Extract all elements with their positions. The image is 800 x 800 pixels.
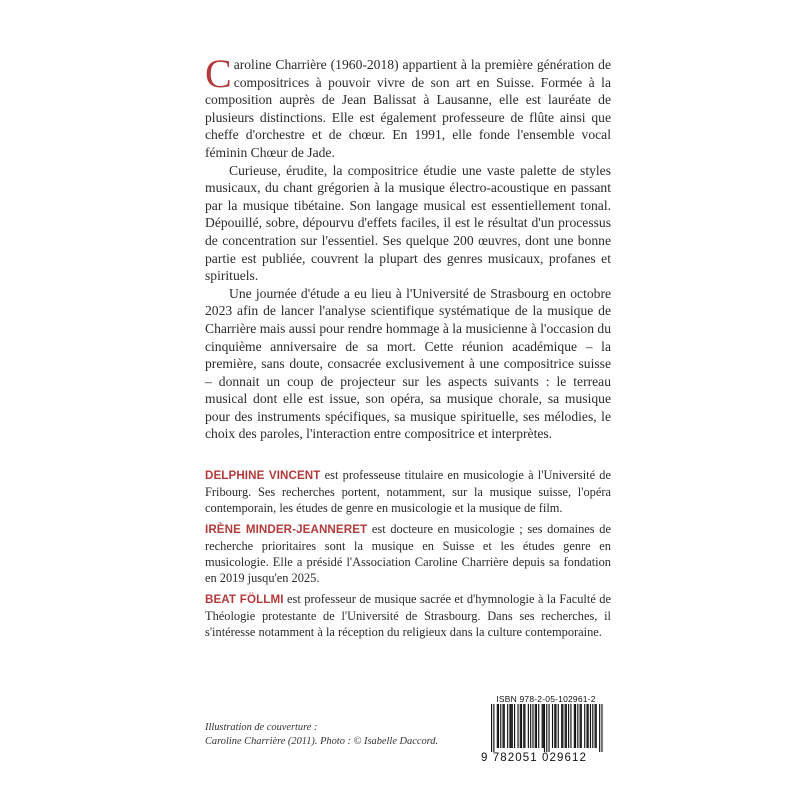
author-bio-3 — [205, 591, 611, 640]
summary-paragraph-1-text: aroline Charrière (1960-2018) appartient à la première génération de compositrices à pouvoir vivre de son art en Suisse. Formée à la composition auprès de Jean Balissat à Lausanne, elle est lauréate de plusieurs distinctions. Elle est également professeure de flûte ainsi que cheffe d'orchestre et de chœur. En 1991, elle fonde l'ensemble vocal féminin Chœur de Jade. — [205, 57, 611, 160]
barcode-bar — [532, 704, 533, 748]
barcode-bar — [552, 704, 553, 748]
barcode-bar — [520, 704, 521, 748]
author-bio-text: est professeur de musique sacrée et d'hymnologie à la Faculté de Théologie protestante de l'Université de Strasbourg. Dans ses recherches, il s'intéresse notamment à la réception du religieux dans la culture contemporaine. — [205, 592, 611, 639]
barcode-bar — [509, 704, 510, 748]
barcode-bar — [535, 704, 536, 748]
barcode-bar — [503, 704, 504, 748]
barcode-bar — [565, 704, 566, 748]
barcode-bar — [584, 704, 585, 748]
isbn-number: ISBN 978-2-05-102961-2 — [496, 694, 596, 704]
barcode-bar — [528, 704, 529, 748]
barcode-bar — [524, 704, 525, 748]
credit-line-1: Illustration de couverture : — [205, 722, 318, 733]
barcode-bar — [554, 704, 555, 748]
barcode-bar — [546, 704, 547, 752]
barcode-bar — [497, 704, 498, 748]
barcode-icon — [481, 704, 611, 752]
barcode-bar — [523, 704, 524, 748]
barcode-bar — [599, 704, 600, 752]
barcode-bar — [504, 704, 505, 748]
isbn-barcode — [481, 694, 611, 766]
barcode-bar — [588, 704, 589, 748]
barcode-bar — [581, 704, 582, 748]
barcode-bar — [491, 704, 492, 752]
barcode-bar — [500, 704, 501, 748]
barcode-bar — [568, 704, 569, 748]
barcode-bar — [507, 704, 508, 748]
barcode-bar — [590, 704, 591, 748]
credit-line-2 — [205, 735, 465, 749]
credit-photo: Photo : © Isabelle Daccord. — [317, 736, 439, 747]
barcode-bar — [595, 704, 596, 748]
barcode-bar — [586, 704, 587, 748]
author-bio-2 — [205, 521, 611, 586]
barcode-bar — [521, 704, 522, 748]
cover-illustration-credit — [205, 721, 465, 749]
barcode-bar — [592, 704, 593, 748]
barcode-bar — [538, 704, 539, 748]
author-name: BEAT FÖLLMI — [205, 593, 284, 606]
barcode-bar — [549, 704, 550, 752]
barcode-bar — [498, 704, 499, 748]
barcode-bar — [514, 704, 515, 748]
author-name: IRÈNE MINDER-JEANNERET — [205, 523, 368, 536]
drop-cap: C — [205, 51, 232, 96]
barcode-bar — [536, 704, 537, 748]
summary-paragraph-2: Curieuse, érudite, la compositrice étudie une vaste palette de styles musicaux, du chant grégorien à la musique électro-acoustique en passant par la musique tibétaine. Son langage musical est essentiellement tonal. Dépouillé, sobre, dépourvu d'effets faciles, il est le résultat d'un processus de concentration sur l'essentiel. Ses quelque 200 œuvres, dont une bonne partie est publiée, couvrent la plupart des genres musicaux, profanes et spirituels. — [205, 162, 611, 284]
barcode-bar — [511, 704, 512, 748]
barcode-bar — [596, 704, 597, 748]
author-name: DELPHINE VINCENT — [205, 469, 321, 482]
barcode-bar — [544, 704, 545, 752]
summary-paragraph-3: Une journée d'étude a eu lieu à l'Université de Strasbourg en octobre 2023 afin de lancer l'analyse scientifique systématique de la musique de Charrière mais aussi pour rendre hommage à la musicienne à l'occasion du cinquième anniversaire de sa mort. Cette réunion académique – la première, sans doute, consacrée exclusivement à une compositrice suisse – donnait un coup de projecteur sur les aspects suivants : le terreau musical dont elle est issue, son opéra, sa musique chorale, sa musique pour des instruments spécifiques, sa musique spirituelle, ses mélodies, le choix des paroles, l'interaction entre compositrice et interprètes. — [205, 285, 611, 442]
barcode-bar — [580, 704, 581, 748]
barcode-bar — [577, 704, 578, 748]
credit-caption: Caroline Charrière (2011). — [205, 736, 318, 747]
barcode-bar — [512, 704, 513, 748]
author-bio-text: est docteure en musicologie ; ses domaines de recherche prioritaires sont la musique en Suisse et les études genre en musicologie. Elle a présidé l'Association Caroline Charrière depuis sa fondation en 2019 jusqu'en 2025. — [205, 522, 611, 585]
author-bio-text: est professeuse titulaire en musicologie à l'Université de Fribourg. Ses recherches portent, notamment, sur la musique suisse, l'opéra contemporain, les études de genre en musicologie et la musique de film. — [205, 468, 611, 515]
ean-digits: 9 782051 029612 — [481, 752, 588, 764]
book-summary — [205, 51, 611, 443]
barcode-bar — [543, 704, 544, 748]
summary-paragraph-1 — [205, 51, 611, 162]
barcode-bar — [558, 704, 559, 748]
barcode-bar — [561, 704, 562, 748]
barcode-bar — [555, 704, 556, 748]
author-bio-1 — [205, 467, 611, 516]
barcode-bar — [562, 704, 563, 748]
barcode-bar — [570, 704, 571, 748]
barcode-bar — [574, 704, 575, 748]
barcode-bar — [601, 704, 602, 752]
barcode-bar — [493, 704, 494, 752]
barcode-bar — [566, 704, 567, 748]
barcode-bar — [530, 704, 531, 748]
barcode-bar — [517, 704, 518, 748]
barcode-bar — [542, 704, 543, 748]
barcode-bar — [575, 704, 576, 748]
